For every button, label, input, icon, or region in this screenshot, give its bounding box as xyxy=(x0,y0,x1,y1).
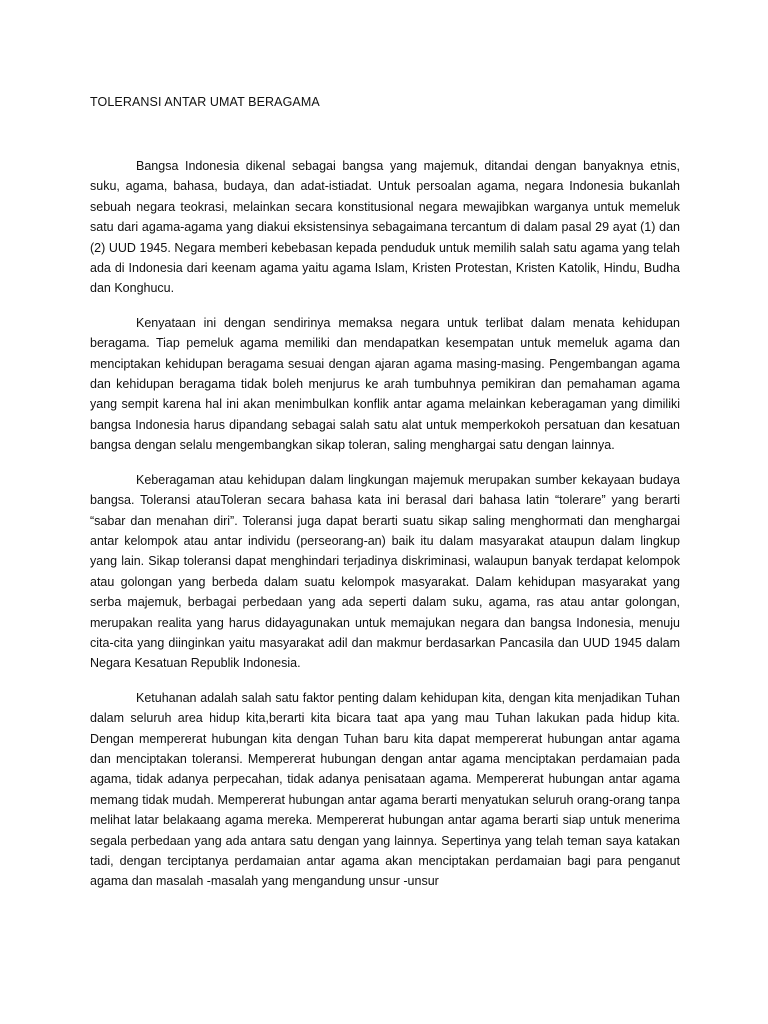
paragraph-3: Keberagaman atau kehidupan dalam lingkungan majemuk merupakan sumber kekayaan budaya bangsa. Toleransi atauToleran secara bahasa kata ini berasal dari bahasa latin “tolerare” yang berarti “sabar dan menahan diri”. Toleransi juga dapat berarti suatu sikap saling menghormati dan menghargai antar kelompok atau antar individu (perseorang-an) baik itu dalam masyarakat ataupun dalam lingkup yang lain. Sikap toleransi dapat menghindari terjadinya diskriminasi, walaupun banyak terdapat kelompok atau golongan yang berbeda dalam suatu kelompok masyarakat. Dalam kehidupan masyarakat yang serba majemuk, berbagai perbedaan yang ada seperti dalam suku, agama, ras atau antar golongan, merupakan realita yang harus didayagunakan untuk memajukan negara dan bangsa Indonesia, menuju cita-cita yang diinginkan yaitu masyarakat adil dan makmur berdasarkan Pancasila dan UUD 1945 dalam Negara Kesatuan Republik Indonesia. xyxy=(90,472,680,671)
paragraph-2: Kenyataan ini dengan sendirinya memaksa negara untuk terlibat dalam menata kehidupan beragama. Tiap pemeluk agama memiliki dan mendapatkan kesempatan untuk memeluk agama dan menciptakan kehidupan beragama sesuai dengan ajaran agama masing-masing. Pengembangan agama dan kehidupan beragama tidak boleh menjurus ke arah tumbuhnya pemikiran dan pemahaman agama yang sempit karena hal ini akan menimbulkan konflik antar agama melainkan keberagaman yang dimiliki bangsa Indonesia harus dipandang sebagai salah satu alat untuk memperkokoh persatuan dan kesatuan bangsa dengan selalu mengembangkan sikap toleran, saling menghargai satu dengan lainnya. xyxy=(90,315,680,453)
paragraph-1: Bangsa Indonesia dikenal sebagai bangsa yang majemuk, ditandai dengan banyaknya etnis, suku, agama, bahasa, budaya, dan adat-istiadat. Untuk persoalan agama, negara Indonesia bukanlah sebuah negara teokrasi, melainkan secara konstitusional negara mewajibkan warganya untuk memeluk satu dari agama-agama yang diakui eksistensinya sebagaimana tercantum di dalam pasal 29 ayat (1) dan (2) UUD 1945. Negara memberi kebebasan kepada penduduk untuk memilih salah satu agama yang telah ada di Indonesia dari keenam agama yaitu agama Islam, Kristen Protestan, Kristen Katolik, Hindu, Budha dan Konghucu. xyxy=(90,159,680,296)
document-body xyxy=(90,93,680,892)
document-title: TOLERANSI ANTAR UMAT BERAGAMA xyxy=(90,95,320,109)
paragraph-4: Ketuhanan adalah salah satu faktor penting dalam kehidupan kita, dengan kita menjadikan Tuhan dalam seluruh area hidup kita,berarti kita bicara taat apa yang mau Tuhan lakukan pada hidup kita. Dengan mempererat hubungan kita dengan Tuhan baru kita dapat mempererat hubungan antar agama dan menciptakan toleransi. Mempererat hubungan dengan antar agama menciptakan perdamaian pada agama, tidak adanya perpecahan, tidak adanya penisataan agama. Mempererat hubungan antar agama memang tidak mudah. Mempererat hubungan antar agama berarti menyatukan seluruh orang-orang tanpa melihat latar belakaang agama mereka. Mempererat hubungan antar agama berarti siap untuk menerima segala perbedaan yang ada antara satu dengan yang lainnya. Sepertinya yang telah teman saya katakan tadi, dengan terciptanya perdamaian antar agama akan menciptakan perdamaian bagi para penganut agama dan masalah -masalah yang mengandung unsur -unsur xyxy=(90,690,680,889)
